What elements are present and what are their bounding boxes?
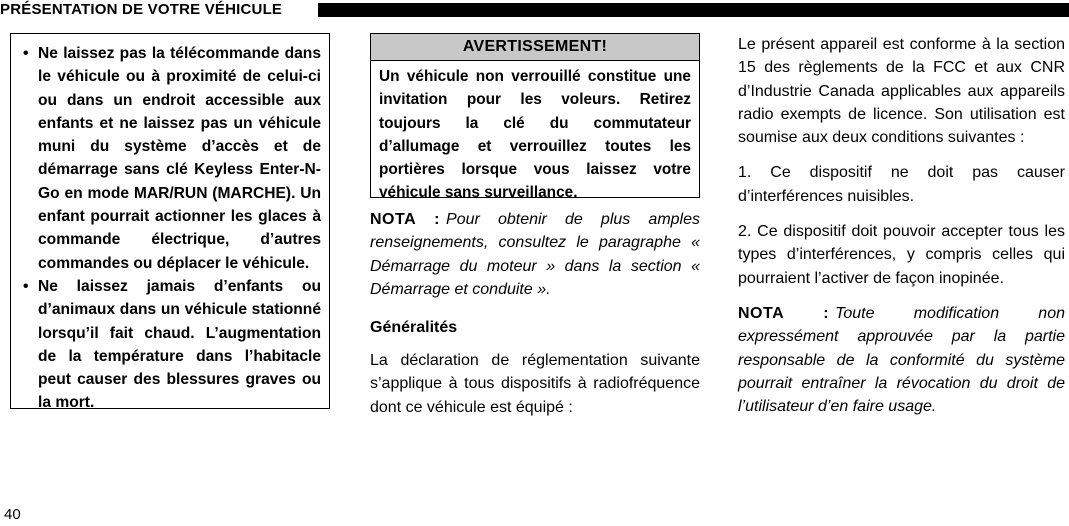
warning-title: AVERTISSEMENT! — [371, 34, 699, 61]
warning-box — [370, 33, 700, 202]
bullet-text: Ne laissez jamais d’enfants ou d’animaux dans un véhicule stationné lorsqu’il fait chaud. L’augmentation de la température dans l’habitacle peut causer des blessures graves ou la mort. — [38, 277, 321, 412]
note-text: Pour obtenir de plus amples renseignements, consultez le paragraphe « Démarrage du moteur » dans la section « Démarrage et conduite ». — [370, 211, 700, 298]
section-title: PRÉSENTATION DE VOTRE VÉHICULE — [0, 0, 290, 20]
safety-warning-box — [10, 33, 330, 412]
note-text: Toute modification non expressément approuvée par la partie responsable de la conformité du système pourrait entraîner la révocation du droit de l’utilisateur d’en faire usage. — [738, 304, 1065, 416]
note-paragraph — [370, 208, 700, 301]
condition-2: 2. Ce dispositif doit pouvoir accepter tous les types d’interférences, y compris celles qui pourraient l’activer de façon inopinée. — [738, 223, 1065, 287]
bullet-icon: • — [23, 45, 29, 62]
note-label: NOTA : — [370, 211, 441, 228]
bullet-text: Ne laissez pas la télécommande dans le véhicule ou à proximité de celui-ci ou dans un endroit accessible aux enfants et ne laissez pas un véhicule muni du système d’accès et de démarrage sans clé Keyless Enter-N-Go en mode MAR/RUN (MARCHE). Un enfant pourrait actionner les glaces à commande électrique, d’autres commandes ou déplacer le véhicule. — [38, 45, 321, 272]
compliance-paragraph: Le présent appareil est conforme à la section 15 des règlements de la FCC et aux CNR d’Industrie Canada applicables aux appareils radio exempts de licence. Son utilisation est soumise aux deux conditions suivantes : — [738, 36, 1065, 147]
page-number: 40 — [4, 506, 21, 523]
condition-1: 1. Ce dispositif ne doit pas causer d’interférences nuisibles. — [738, 164, 1065, 205]
middle-column — [370, 33, 700, 419]
warning-text: Un véhicule non verrouillé constitue une invitation pour les voleurs. Retirez toujours la clé du commutateur d’allumage et verrouillez toutes les portières lorsque vous laissez votre véhicule sans surveillance. — [379, 68, 691, 202]
warning-bullet-list — [11, 34, 329, 415]
subsection-heading: Généralités — [370, 319, 458, 337]
bullet-icon: • — [23, 277, 29, 295]
warning-bullet-item — [19, 42, 321, 275]
right-column — [738, 33, 1065, 418]
page-header — [0, 0, 1069, 20]
general-paragraph: La déclaration de réglementation suivante s’applique à tous dispositifs à radiofréquence dont ce véhicule est équipé : — [370, 352, 700, 416]
note-paragraph — [738, 302, 1065, 418]
note-label: NOTA : — [738, 304, 830, 322]
warning-bullet-item — [19, 275, 321, 415]
header-rule — [318, 3, 1069, 17]
